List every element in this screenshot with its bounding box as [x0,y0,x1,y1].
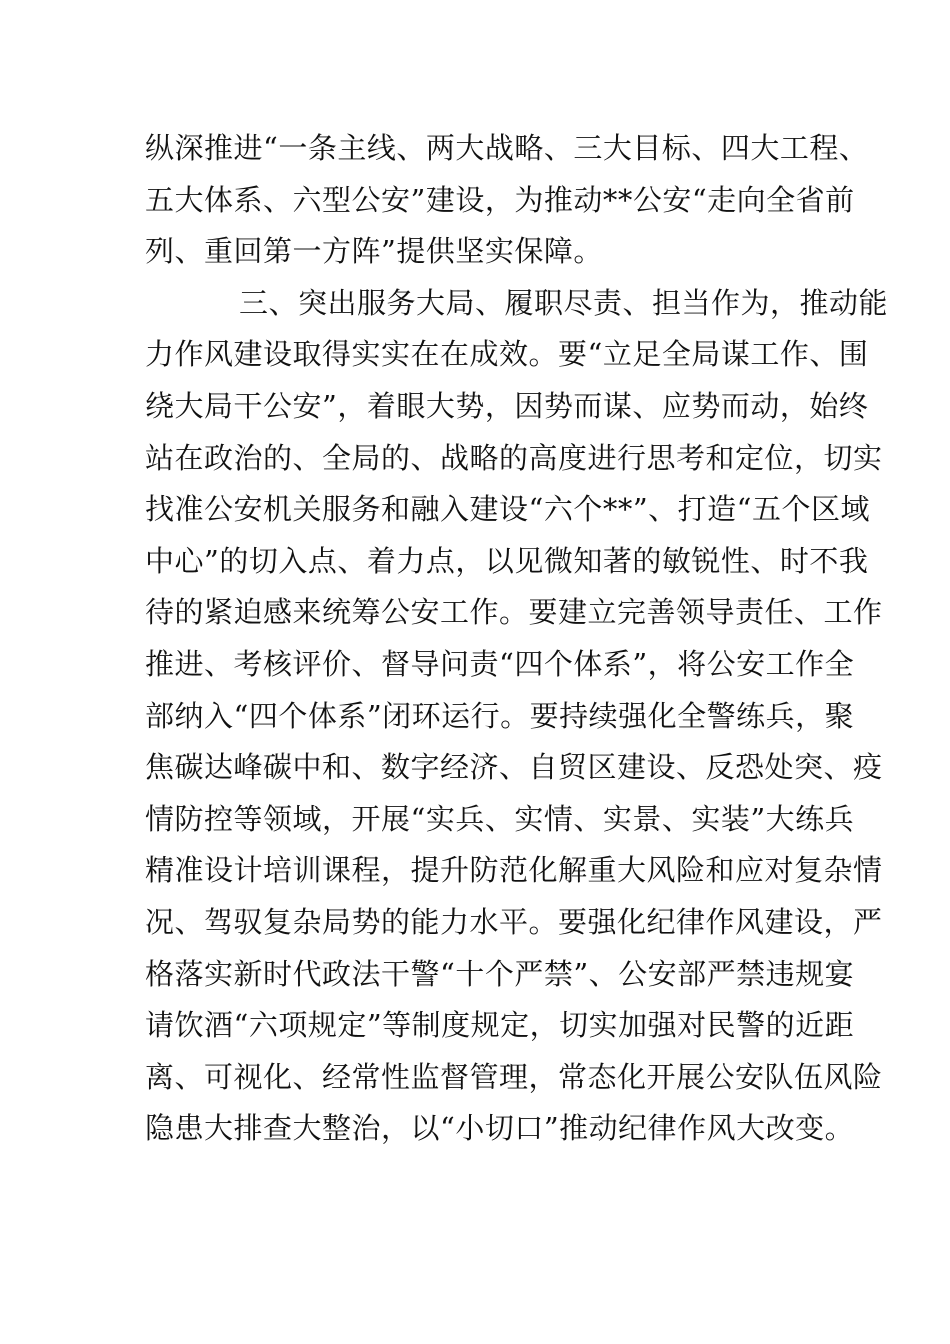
body-text [145,123,889,1155]
text-line: 推进、考核评价、督导问责“四个体系”，将公安工作全 [145,646,855,681]
text-line: 五大体系、六型公安”建设，为推动**公安“走向全省前 [145,182,855,217]
text-line: 找准公安机关服务和融入建设“六个**”、打造“五个区域 [145,492,870,527]
text-line: 精准设计培训课程，提升防范化解重大风险和应对复杂情 [145,853,883,888]
text-line-paragraph-end: 列、重回第一方阵”提供坚实保障。 [145,234,603,269]
text-line: 情防控等领域，开展“实兵、实情、实景、实装”大练兵 [145,801,855,836]
text-line: 待的紧迫感来统筹公安工作。要建立完善领导责任、工作 [145,595,883,630]
text-line: 况、驾驭复杂局势的能力水平。要强化纪律作风建设，严 [145,904,883,939]
text-line: 格落实新时代政法干警“十个严禁”、公安部严禁违规宴 [145,956,855,991]
section-heading-line: 三、突出服务大局、履职尽责、担当作为，推动能 [239,285,889,320]
text-line-paragraph-end: 隐患大排查大整治，以“小切口”推动纪律作风大改变。 [145,1111,855,1146]
text-line: 焦碳达峰碳中和、数字经济、自贸区建设、反恐处突、疫 [145,750,883,785]
text-line: 力作风建设取得实实在在成效。要“立足全局谋工作、围 [145,337,869,372]
text-line: 部纳入“四个体系”闭环运行。要持续强化全警练兵，聚 [145,698,855,733]
text-line: 纵深推进“一条主线、两大战略、三大目标、四大工程、 [145,131,869,165]
text-line: 站在政治的、全局的、战略的高度进行思考和定位，切实 [145,440,883,475]
text-line: 离、可视化、经常性监督管理，常态化开展公安队伍风险 [145,1059,883,1094]
text-line: 请饮酒“六项规定”等制度规定，切实加强对民警的近距 [145,1008,855,1043]
text-line: 绕大局干公安”，着眼大势，因势而谋、应势而动，始终 [145,388,869,423]
text-line: 中心”的切入点、着力点，以见微知著的敏锐性、时不我 [145,543,869,578]
